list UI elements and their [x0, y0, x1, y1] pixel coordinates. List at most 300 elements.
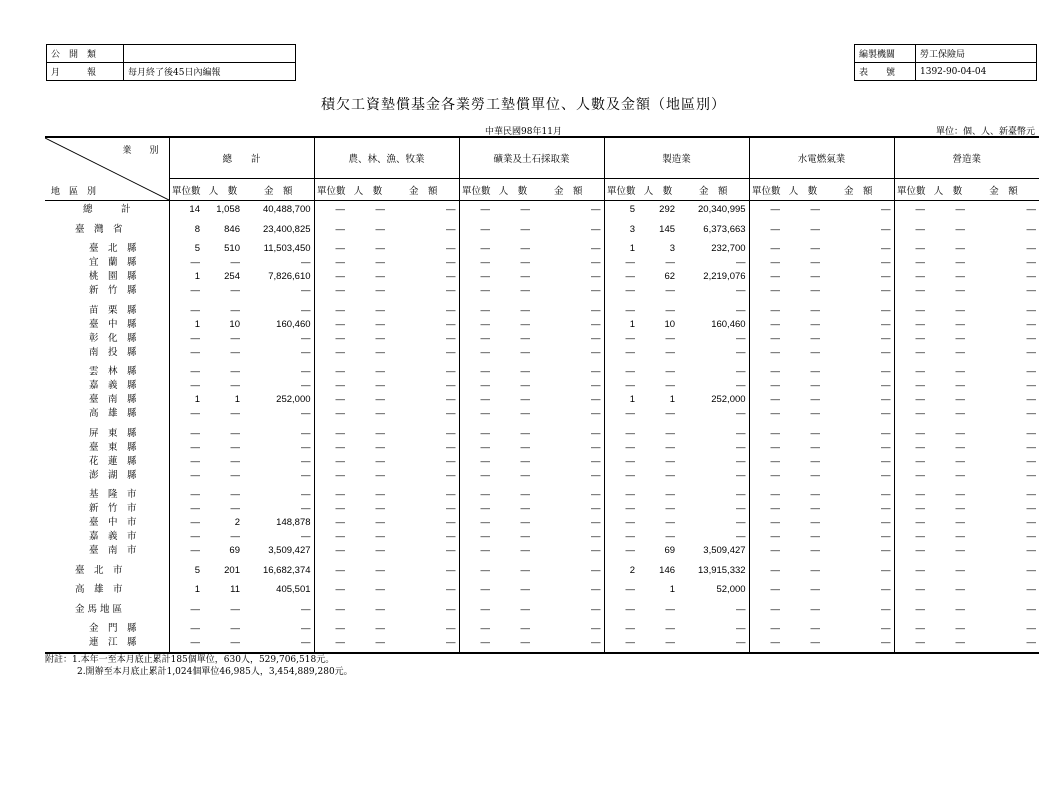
table-cell: 1 [604, 316, 638, 330]
report-unit: 單位：個、人、新臺幣元 [935, 127, 1035, 137]
table-row [45, 453, 1039, 467]
table-cell: — [314, 595, 348, 615]
table-cell: 1 [169, 391, 203, 405]
table-cell: — [520, 304, 531, 316]
table-cell: — [446, 318, 456, 330]
table-cell: — [810, 545, 821, 556]
table-cell: — [446, 564, 456, 576]
table-cell: — [520, 584, 531, 595]
table-cell: — [604, 405, 638, 419]
report-date: 中華民國98年11月 [485, 127, 562, 137]
table-cell: — [375, 332, 386, 344]
table-cell: — [749, 481, 783, 501]
table-cell: 1 [669, 584, 676, 595]
table-cell: — [301, 427, 311, 439]
row-label: 雲 林 縣 [45, 358, 169, 378]
table-cell: — [375, 285, 386, 296]
table-cell: — [810, 394, 821, 405]
table-cell: — [314, 528, 348, 542]
table-cell: — [894, 254, 928, 268]
table-cell: — [604, 439, 638, 453]
table-cell: — [230, 603, 240, 615]
table-cell: — [459, 439, 493, 453]
header-left-value: 每月終了後45日內編報 [124, 63, 296, 81]
table-cell: — [520, 564, 531, 576]
group-header: 農、林、漁、牧業 [314, 137, 459, 179]
table-cell: — [301, 503, 311, 514]
table-cell: — [749, 467, 783, 481]
table-cell: — [1026, 332, 1037, 344]
table-cell: — [881, 346, 891, 358]
table-cell: — [314, 391, 348, 405]
table-cell: — [1026, 318, 1037, 330]
table-cell: — [736, 366, 746, 377]
sub-header: 金 額 [533, 179, 604, 201]
table-cell: 252,000 [711, 394, 746, 405]
row-label: 臺 北 縣 [45, 235, 169, 255]
table-cell: — [1026, 271, 1037, 282]
table-cell: — [301, 441, 311, 453]
table-row [45, 514, 1039, 528]
table-row [45, 235, 1039, 255]
table-cell: — [301, 285, 311, 296]
table-cell: — [314, 344, 348, 358]
table-cell: — [314, 268, 348, 282]
table-cell: — [446, 204, 456, 215]
table-cell: — [810, 517, 821, 528]
table-cell: — [881, 564, 891, 576]
table-cell: — [591, 271, 601, 282]
table-cell: — [810, 469, 821, 481]
table-cell: 40,488,700 [262, 204, 311, 215]
row-label: 南 投 縣 [45, 344, 169, 358]
table-cell: — [749, 439, 783, 453]
table-cell: 5 [604, 201, 638, 216]
table-cell: 160,460 [711, 318, 746, 330]
table-cell: — [881, 503, 891, 514]
table-cell: — [230, 637, 240, 648]
table-cell: — [894, 439, 928, 453]
header-left-value [124, 45, 296, 63]
table-cell: — [1026, 408, 1037, 419]
group-header: 營造業 [894, 137, 1039, 179]
table-cell: — [375, 223, 386, 235]
table-row [45, 268, 1039, 282]
table-cell: — [736, 517, 746, 528]
table-cell: — [604, 615, 638, 635]
table-cell: — [955, 489, 966, 500]
row-label: 新 竹 市 [45, 500, 169, 514]
table-cell: — [520, 271, 531, 282]
table-cell: — [375, 394, 386, 405]
table-cell: — [665, 503, 676, 514]
table-cell: — [881, 455, 891, 467]
table-cell: — [591, 531, 601, 542]
table-cell: — [665, 531, 676, 542]
header-right-value: 勞工保險局 [916, 45, 1037, 63]
table-cell: — [604, 268, 638, 282]
table-cell: — [169, 358, 203, 378]
sub-header: 人 數 [638, 179, 678, 201]
group-header: 製造業 [604, 137, 749, 179]
table-cell: — [459, 268, 493, 282]
table-row [45, 282, 1039, 296]
row-label: 金 馬 地 區 [45, 595, 169, 615]
table-cell: — [1026, 623, 1037, 634]
table-cell: — [301, 623, 311, 634]
table-cell: 10 [229, 318, 240, 330]
table-cell: — [446, 332, 456, 344]
table-cell: — [591, 489, 601, 500]
table-cell: — [375, 243, 386, 254]
table-cell: — [591, 223, 601, 235]
table-cell: — [881, 623, 891, 634]
table-cell: — [810, 489, 821, 500]
table-cell: — [665, 346, 676, 358]
table-cell: — [894, 215, 928, 235]
table-cell: — [459, 201, 493, 216]
group-header: 水電燃氣業 [749, 137, 894, 179]
table-cell: — [955, 623, 966, 634]
table-cell: — [169, 595, 203, 615]
table-cell: — [520, 469, 531, 481]
table-cell: — [314, 405, 348, 419]
table-cell: — [749, 358, 783, 378]
table-cell: — [314, 254, 348, 268]
table-cell: 405,501 [276, 584, 311, 595]
table-cell: — [749, 514, 783, 528]
table-cell: — [1026, 455, 1037, 467]
table-cell: — [736, 623, 746, 634]
table-cell: — [665, 603, 676, 615]
table-cell: — [749, 391, 783, 405]
table-cell: — [520, 427, 531, 439]
table-cell: — [894, 201, 928, 216]
table-cell: — [749, 405, 783, 419]
table-cell: — [810, 304, 821, 316]
table-cell: — [749, 419, 783, 439]
table-cell: — [810, 332, 821, 344]
table-cell: — [810, 285, 821, 296]
table-cell: — [1026, 285, 1037, 296]
table-row [45, 481, 1039, 501]
table-cell: 5 [169, 235, 203, 255]
table-cell: — [736, 531, 746, 542]
table-cell: — [810, 603, 821, 615]
table-cell: — [375, 304, 386, 316]
table-cell: — [749, 296, 783, 316]
row-label: 高 雄 市 [45, 576, 169, 596]
table-cell: 69 [664, 545, 676, 556]
row-label: 臺 北 市 [45, 556, 169, 576]
table-cell: — [749, 254, 783, 268]
table-cell: 1 [169, 576, 203, 596]
table-cell: — [446, 304, 456, 316]
table-cell: — [894, 377, 928, 391]
sub-header: 單位數 [459, 179, 493, 201]
table-cell: 254 [224, 271, 240, 282]
table-cell: — [955, 204, 966, 215]
table-cell: — [520, 243, 531, 254]
table-cell: — [375, 427, 386, 439]
table-cell: — [375, 455, 386, 467]
table-cell: — [520, 318, 531, 330]
table-cell: — [375, 380, 386, 391]
table-cell: — [230, 503, 240, 514]
table-cell: — [169, 467, 203, 481]
table-cell: — [446, 285, 456, 296]
table-cell: — [894, 542, 928, 556]
footnote-2: 2.開辦至本月底止累計1,024個單位46,985人，3,454,889,280元。 [77, 667, 353, 677]
table-cell: 14 [169, 201, 203, 216]
table-cell: — [665, 441, 676, 453]
table-cell: 1,058 [216, 204, 240, 215]
table-cell: — [591, 564, 601, 576]
table-cell: — [1026, 257, 1037, 268]
table-cell: — [230, 332, 240, 344]
row-label: 花 蓮 縣 [45, 453, 169, 467]
table-cell: 1 [234, 394, 240, 405]
table-cell: — [375, 318, 386, 330]
table-cell: — [169, 615, 203, 635]
table-cell: — [591, 380, 601, 391]
table-cell: — [230, 408, 240, 419]
table-cell: — [604, 576, 638, 596]
row-label: 連 江 縣 [45, 634, 169, 648]
table-cell: — [446, 394, 456, 405]
group-header: 礦業及土石採取業 [459, 137, 604, 179]
table-cell: — [591, 304, 601, 316]
sub-header: 單位數 [169, 179, 203, 201]
table-cell: — [314, 282, 348, 296]
table-cell: — [375, 346, 386, 358]
table-cell: — [169, 528, 203, 542]
table-cell: — [810, 318, 821, 330]
row-label: 臺 中 市 [45, 514, 169, 528]
table-cell: — [230, 427, 240, 439]
table-cell: — [604, 528, 638, 542]
table-cell: 2,219,076 [703, 271, 746, 282]
table-cell: — [894, 268, 928, 282]
table-cell: — [459, 282, 493, 296]
table-cell: — [810, 271, 821, 282]
table-cell: — [881, 489, 891, 500]
table-cell: — [881, 441, 891, 453]
table-cell: — [894, 467, 928, 481]
table-cell: 232,700 [711, 243, 746, 254]
table-cell: — [881, 318, 891, 330]
table-cell: — [459, 556, 493, 576]
table-cell: — [301, 489, 311, 500]
table-cell: — [736, 332, 746, 344]
sub-header: 金 額 [823, 179, 894, 201]
table-cell: — [604, 358, 638, 378]
table-cell: — [520, 366, 531, 377]
table-cell: — [881, 257, 891, 268]
table-cell: — [881, 366, 891, 377]
table-cell: — [736, 469, 746, 481]
table-cell: — [520, 257, 531, 268]
table-cell: — [169, 542, 203, 556]
table-cell: — [314, 358, 348, 378]
table-cell: — [169, 282, 203, 296]
table-cell: — [1026, 489, 1037, 500]
table-cell: — [894, 405, 928, 419]
table-cell: — [301, 637, 311, 648]
table-row [45, 215, 1039, 235]
table-cell: 148,878 [276, 517, 311, 528]
table-cell: — [169, 500, 203, 514]
report-title: 積欠工資墊償基金各業勞工墊償單位、人數及金額（地區別） [321, 97, 726, 113]
table-cell: — [1026, 584, 1037, 595]
table-cell: — [1026, 531, 1037, 542]
table-cell: — [375, 469, 386, 481]
table-cell: — [520, 517, 531, 528]
table-cell: — [230, 366, 240, 377]
sub-header: 人 數 [783, 179, 823, 201]
table-cell: — [604, 453, 638, 467]
table-cell: — [894, 595, 928, 615]
table-cell: — [894, 344, 928, 358]
table-cell: — [591, 603, 601, 615]
table-row [45, 634, 1039, 648]
table-cell: — [604, 419, 638, 439]
table-cell: — [749, 576, 783, 596]
table-cell: — [446, 346, 456, 358]
table-row [45, 467, 1039, 481]
group-header: 總 計 [169, 137, 314, 179]
table-cell: — [459, 615, 493, 635]
row-label: 屏 東 縣 [45, 419, 169, 439]
table-cell: 1 [169, 268, 203, 282]
table-cell: — [169, 453, 203, 467]
sub-header: 單位數 [894, 179, 928, 201]
table-cell: — [169, 254, 203, 268]
table-cell: — [459, 391, 493, 405]
table-cell: — [1026, 603, 1037, 615]
table-cell: — [591, 257, 601, 268]
table-cell: 201 [224, 564, 240, 576]
table-cell: — [591, 408, 601, 419]
table-cell: — [736, 603, 746, 615]
sub-header: 單位數 [604, 179, 638, 201]
table-cell: — [894, 500, 928, 514]
table-cell: — [1026, 637, 1037, 648]
row-label: 桃 園 縣 [45, 268, 169, 282]
table-cell: — [591, 204, 601, 215]
table-cell: — [591, 517, 601, 528]
table-cell: — [1026, 366, 1037, 377]
table-cell: — [894, 391, 928, 405]
table-cell: — [604, 377, 638, 391]
table-cell: — [314, 215, 348, 235]
sub-header: 人 數 [493, 179, 533, 201]
table-cell: — [894, 453, 928, 467]
table-cell: — [810, 637, 821, 648]
table-cell: — [459, 514, 493, 528]
row-label: 宜 蘭 縣 [45, 254, 169, 268]
table-cell: 1 [169, 316, 203, 330]
table-cell: — [301, 332, 311, 344]
table-cell: — [169, 405, 203, 419]
table-cell: — [446, 366, 456, 377]
table-cell: — [301, 455, 311, 467]
table-cell: — [314, 235, 348, 255]
table-cell: — [604, 254, 638, 268]
table-cell: — [1026, 394, 1037, 405]
table-row [45, 201, 1039, 216]
header-left-box [46, 44, 296, 81]
table-cell: — [749, 453, 783, 467]
table-cell: — [749, 634, 783, 648]
table-cell: — [459, 500, 493, 514]
table-cell: 8 [169, 215, 203, 235]
table-cell: — [446, 469, 456, 481]
table-cell: — [1026, 427, 1037, 439]
table-cell: — [955, 637, 966, 648]
table-cell: — [459, 481, 493, 501]
header-right-label: 表 號 [855, 63, 916, 81]
table-cell: — [520, 285, 531, 296]
table-cell: — [665, 489, 676, 500]
table-cell: — [301, 469, 311, 481]
row-label: 臺 東 縣 [45, 439, 169, 453]
table-cell: — [955, 366, 966, 377]
table-cell: — [459, 330, 493, 344]
table-cell: 292 [659, 204, 676, 215]
table-cell: 846 [224, 223, 240, 235]
table-cell: — [955, 469, 966, 481]
table-cell: — [604, 634, 638, 648]
table-cell: — [459, 542, 493, 556]
table-cell: — [881, 271, 891, 282]
table-cell: — [604, 481, 638, 501]
row-label: 彰 化 縣 [45, 330, 169, 344]
table-cell: — [1026, 545, 1037, 556]
table-cell: — [375, 603, 386, 615]
table-cell: — [446, 408, 456, 419]
table-cell: — [1026, 204, 1037, 215]
table-cell: — [810, 427, 821, 439]
table-cell: — [301, 304, 311, 316]
table-cell: — [459, 634, 493, 648]
table-cell: — [314, 296, 348, 316]
table-cell: — [459, 595, 493, 615]
table-cell: — [736, 304, 746, 316]
table-cell: — [881, 243, 891, 254]
table-cell: — [375, 204, 386, 215]
table-cell: — [749, 377, 783, 391]
table-cell: — [459, 576, 493, 596]
table-cell: — [520, 380, 531, 391]
table-cell: — [881, 531, 891, 542]
row-label: 新 竹 縣 [45, 282, 169, 296]
table-cell: — [894, 282, 928, 296]
table-cell: — [894, 634, 928, 648]
table-cell: — [736, 346, 746, 358]
table-cell: — [810, 441, 821, 453]
row-label: 總 計 [45, 201, 169, 216]
table-cell: — [459, 528, 493, 542]
table-cell: — [604, 344, 638, 358]
table-cell: 2 [604, 556, 638, 576]
table-cell: — [955, 503, 966, 514]
table-cell: — [459, 254, 493, 268]
table-cell: — [749, 500, 783, 514]
table-cell: — [749, 282, 783, 296]
sub-header: 人 數 [928, 179, 968, 201]
table-cell: — [591, 441, 601, 453]
